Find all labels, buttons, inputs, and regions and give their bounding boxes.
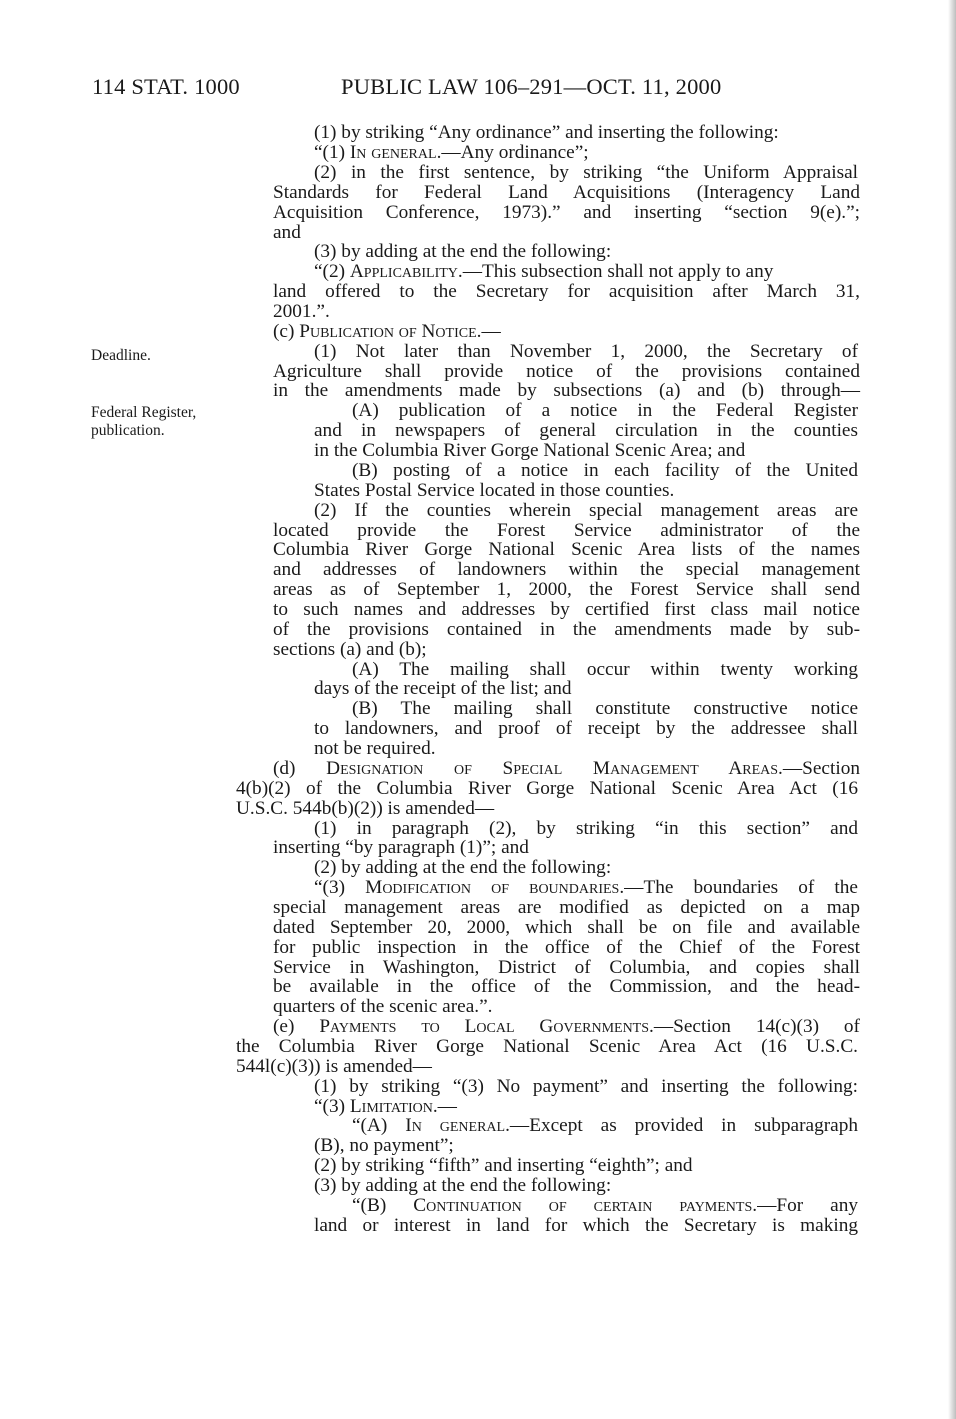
text-line: “(1) In general.—Any ordinance”; xyxy=(314,142,589,163)
text-line: land or interest in land for which the Secretary is making xyxy=(314,1215,858,1236)
text-line: (d) Designation of Special Management Areas.—Section xyxy=(273,758,860,779)
text-line: (3) by adding at the end the following: xyxy=(314,1175,612,1196)
text-line: (2) If the counties wherein special management areas are xyxy=(314,500,858,521)
statute-page-reference: 114 STAT. 1000 xyxy=(92,74,240,99)
small-caps-heading: Modification of boundaries xyxy=(365,877,620,898)
text-line: U.S.C. 544b(b)(2)) is amended— xyxy=(236,798,495,819)
small-caps-heading: Continuation of certain payments xyxy=(413,1195,753,1216)
text-line: “(3) Modification of boundaries.—The boundaries of the xyxy=(314,877,858,898)
small-caps-heading: In general xyxy=(405,1115,506,1136)
text-line: Standards for Federal Land Acquisitions (Interagency Land xyxy=(273,182,860,203)
text-line: (A) The mailing shall occur within twenty working xyxy=(352,659,858,680)
text-line: (B), no payment”; xyxy=(314,1135,454,1156)
text-line: States Postal Service located in those counties. xyxy=(314,480,675,501)
text-line: for public inspection in the office of the Chief of the Forest xyxy=(273,937,860,958)
text-line: (B) posting of a notice in each facility of the United xyxy=(352,460,858,481)
text-line: days of the receipt of the list; and xyxy=(314,678,572,699)
text-line: areas as of September 1, 2000, the Forest Service shall send xyxy=(273,579,860,600)
margin-note-publication: publication. xyxy=(91,422,165,439)
text-line: “(B) Continuation of certain payments.—For any xyxy=(352,1195,858,1216)
text-line: (1) by striking “Any ordinance” and inserting the following: xyxy=(314,122,779,143)
page-edge-shadow xyxy=(948,0,956,1419)
public-law-heading: PUBLIC LAW 106–291—OCT. 11, 2000 xyxy=(341,74,722,99)
text-line: and xyxy=(273,222,301,243)
small-caps-heading: Publication of Notice xyxy=(299,321,477,342)
text-line: (B) The mailing shall constitute constructive notice xyxy=(352,698,858,719)
text-line: (1) Not later than November 1, 2000, the Secretary of xyxy=(314,341,858,362)
text-line: special management areas are modified as depicted on a map xyxy=(273,897,860,918)
text-line: inserting “by paragraph (1)”; and xyxy=(273,837,529,858)
margin-note-deadline: Deadline. xyxy=(91,347,151,364)
text-line: 2001.”. xyxy=(273,301,330,322)
text-line: to such names and addresses by certified first class mail notice xyxy=(273,599,860,620)
text-line: (2) in the first sentence, by striking “the Uniform Appraisal xyxy=(314,162,858,183)
small-caps-heading: In general xyxy=(349,142,437,163)
text-line: located provide the Forest Service administrator of the xyxy=(273,520,860,541)
text-line: 544l(c)(3)) is amended— xyxy=(236,1056,432,1077)
text-line: Agriculture shall provide notice of the provisions contained xyxy=(273,361,860,382)
text-line: (c) Publication of Notice.— xyxy=(273,321,501,342)
text-line: land offered to the Secretary for acquisition after March 31, xyxy=(273,281,860,302)
text-line: and addresses of landowners within the special management xyxy=(273,559,860,580)
text-line: Columbia River Gorge National Scenic Area lists of the names xyxy=(273,539,860,560)
text-line: “(2) Applicability.—This subsection shall not apply to any xyxy=(314,261,774,282)
text-line: quarters of the scenic area.”. xyxy=(273,996,493,1017)
text-line: (2) by striking “fifth” and inserting “eighth”; and xyxy=(314,1155,693,1176)
text-line: Acquisition Conference, 1973).” and inserting “section 9(e).”; xyxy=(273,202,860,223)
text-line: (1) by striking “(3) No payment” and inserting the following: xyxy=(314,1076,858,1097)
text-line: to landowners, and proof of receipt by the addressee shall xyxy=(314,718,858,739)
text-line: of the provisions contained in the amendments made by sub- xyxy=(273,619,860,640)
small-caps-heading: Applicability xyxy=(349,261,458,282)
text-line: the Columbia River Gorge National Scenic Area Act (16 U.S.C. xyxy=(236,1036,858,1057)
text-line: Service in Washington, District of Columbia, and copies shall xyxy=(273,957,860,978)
text-line: (3) by adding at the end the following: xyxy=(314,241,612,262)
text-line: in the Columbia River Gorge National Scenic Area; and xyxy=(314,440,746,461)
text-line: dated September 20, 2000, which shall be on file and available xyxy=(273,917,860,938)
text-line: (2) by adding at the end the following: xyxy=(314,857,612,878)
text-line: and in newspapers of general circulation in the counties xyxy=(314,420,858,441)
text-line: sections (a) and (b); xyxy=(273,639,427,660)
small-caps-heading: Limitation xyxy=(349,1096,433,1117)
text-line: “(A) In general.—Except as provided in subparagraph xyxy=(352,1115,858,1136)
small-caps-heading: Designation of Special Management Areas xyxy=(326,758,779,779)
small-caps-heading: Payments to Local Governments xyxy=(319,1016,650,1037)
text-line: in the amendments made by subsections (a) and (b) through— xyxy=(273,380,860,401)
text-line: be available in the office of the Commission, and the head- xyxy=(273,976,860,997)
text-line: (e) Payments to Local Governments.—Section 14(c)(3) of xyxy=(273,1016,860,1037)
text-line: (1) in paragraph (2), by striking “in this section” and xyxy=(314,818,858,839)
text-line: 4(b)(2) of the Columbia River Gorge National Scenic Area Act (16 xyxy=(236,778,858,799)
margin-note-federal-register: Federal Register, xyxy=(91,404,197,421)
text-line: “(3) Limitation.— xyxy=(314,1096,457,1117)
text-line: (A) publication of a notice in the Federal Register xyxy=(352,400,858,421)
text-line: not be required. xyxy=(314,738,436,759)
